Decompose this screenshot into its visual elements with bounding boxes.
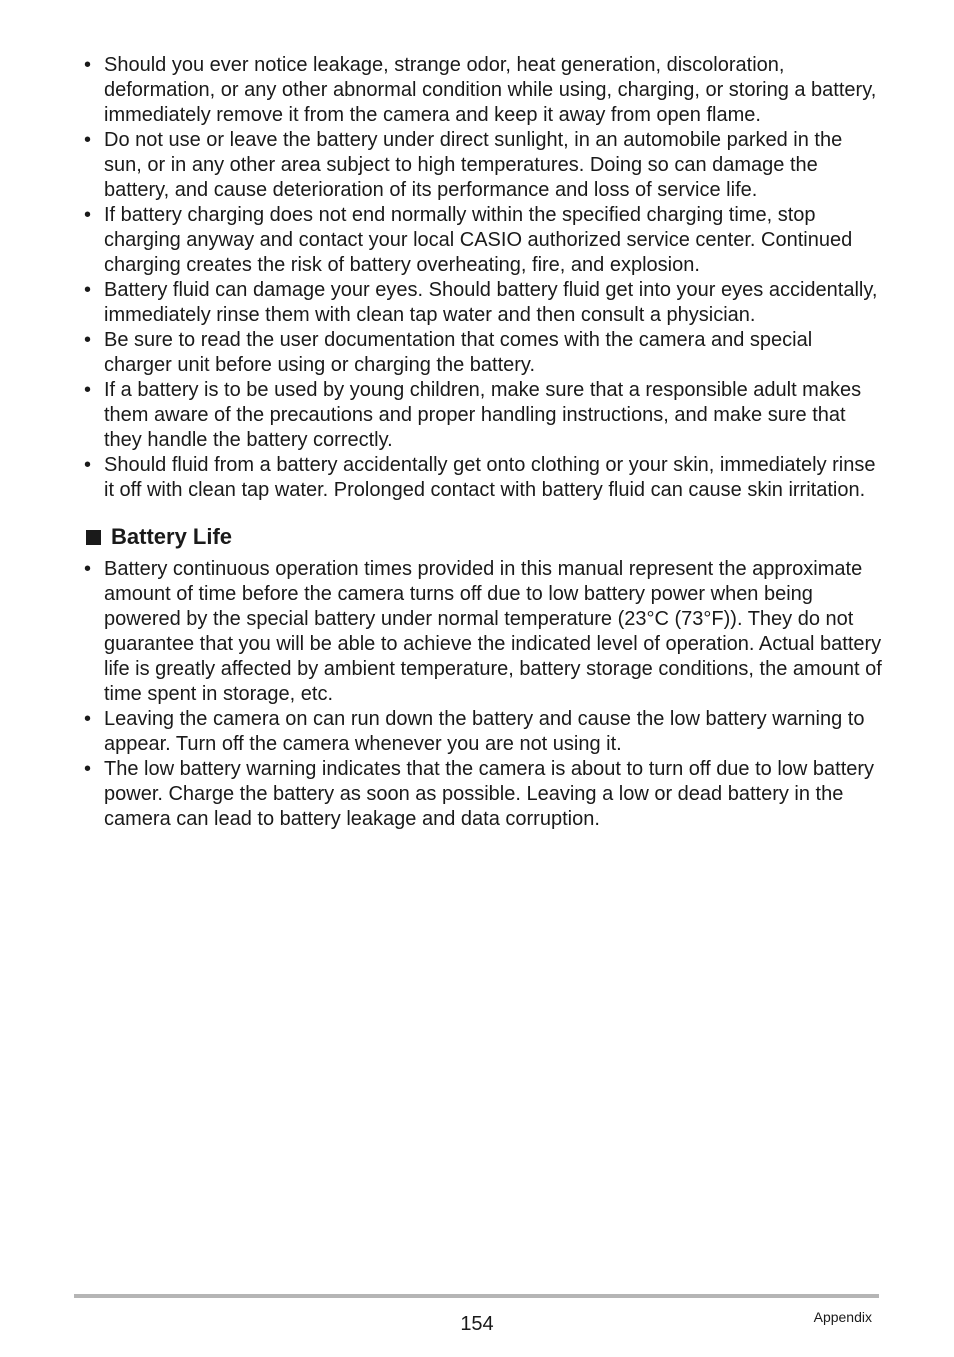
list-item-text: Be sure to read the user documentation that comes with the camera and special charger unit before using or charging the battery. <box>104 329 813 376</box>
list-item <box>84 453 884 503</box>
list-item-text: Should you ever notice leakage, strange odor, heat generation, discoloration, deformation, or any other abnormal condition while using, charging, or storing a battery, immediately remove it from the camera and keep it away from open flame. <box>104 54 877 126</box>
list-item-text: Do not use or leave the battery under direct sunlight, in an automobile parked in the sun, or in any other area subject to high temperatures. Doing so can damage the battery, and cause deterioration of its performance and loss of service life. <box>104 129 843 201</box>
page-content <box>84 53 884 832</box>
page-number: 154 <box>460 1313 494 1335</box>
list-item-text: Leaving the camera on can run down the battery and cause the low battery warning to appear. Turn off the camera whenever you are not using it. <box>104 708 865 755</box>
list-item <box>84 328 884 378</box>
footer-section-label: Appendix <box>813 1309 872 1325</box>
list-item <box>84 278 884 328</box>
bullet-icon: • <box>84 54 92 76</box>
list-item-text: Battery continuous operation times provided in this manual represent the approximate amount of time before the camera turns off due to low battery power when being powered by the special battery under normal temperature (23°C (73°F)). They do not guarantee that you will be able to achieve the indicated level of operation. Actual battery life is greatly affected by ambient temperature, battery storage conditions, the amount of time spent in storage, etc. <box>104 558 882 705</box>
battery-life-heading <box>84 523 884 551</box>
list-item <box>84 378 884 453</box>
list-item <box>84 707 884 757</box>
bullet-icon: • <box>84 329 92 351</box>
bullet-icon: • <box>84 129 92 151</box>
precautions-list <box>84 53 884 503</box>
square-bullet-icon <box>86 530 101 545</box>
list-item <box>84 53 884 128</box>
list-item-text: If a battery is to be used by young children, make sure that a responsible adult makes them aware of the precautions and proper handling instructions, and make sure that they handle the battery correctly. <box>104 379 862 451</box>
list-item <box>84 557 884 707</box>
footer-divider <box>74 1294 879 1298</box>
bullet-icon: • <box>84 379 92 401</box>
bullet-icon: • <box>84 758 92 780</box>
section-title: Battery Life <box>111 524 233 549</box>
list-item <box>84 128 884 203</box>
list-item-text: Should fluid from a battery accidentally get onto clothing or your skin, immediately rinse it off with clean tap water. Prolonged contact with battery fluid can cause skin irritation. <box>104 454 876 501</box>
list-item <box>84 757 884 832</box>
list-item <box>84 203 884 278</box>
bullet-icon: • <box>84 279 92 301</box>
list-item-text: If battery charging does not end normally within the specified charging time, stop charging anyway and contact your local CASIO authorized service center. Continued charging creates the risk of battery overheating, fire, and explosion. <box>104 204 853 276</box>
battery-life-list <box>84 557 884 832</box>
bullet-icon: • <box>84 454 92 476</box>
list-item-text: The low battery warning indicates that the camera is about to turn off due to low battery power. Charge the battery as soon as possible. Leaving a low or dead battery in the camera can lead to battery leakage and data corruption. <box>104 758 875 830</box>
list-item-text: Battery fluid can damage your eyes. Should battery fluid get into your eyes accidentally, immediately rinse them with clean tap water and then consult a physician. <box>104 279 878 326</box>
bullet-icon: • <box>84 558 92 580</box>
bullet-icon: • <box>84 204 92 226</box>
bullet-icon: • <box>84 708 92 730</box>
